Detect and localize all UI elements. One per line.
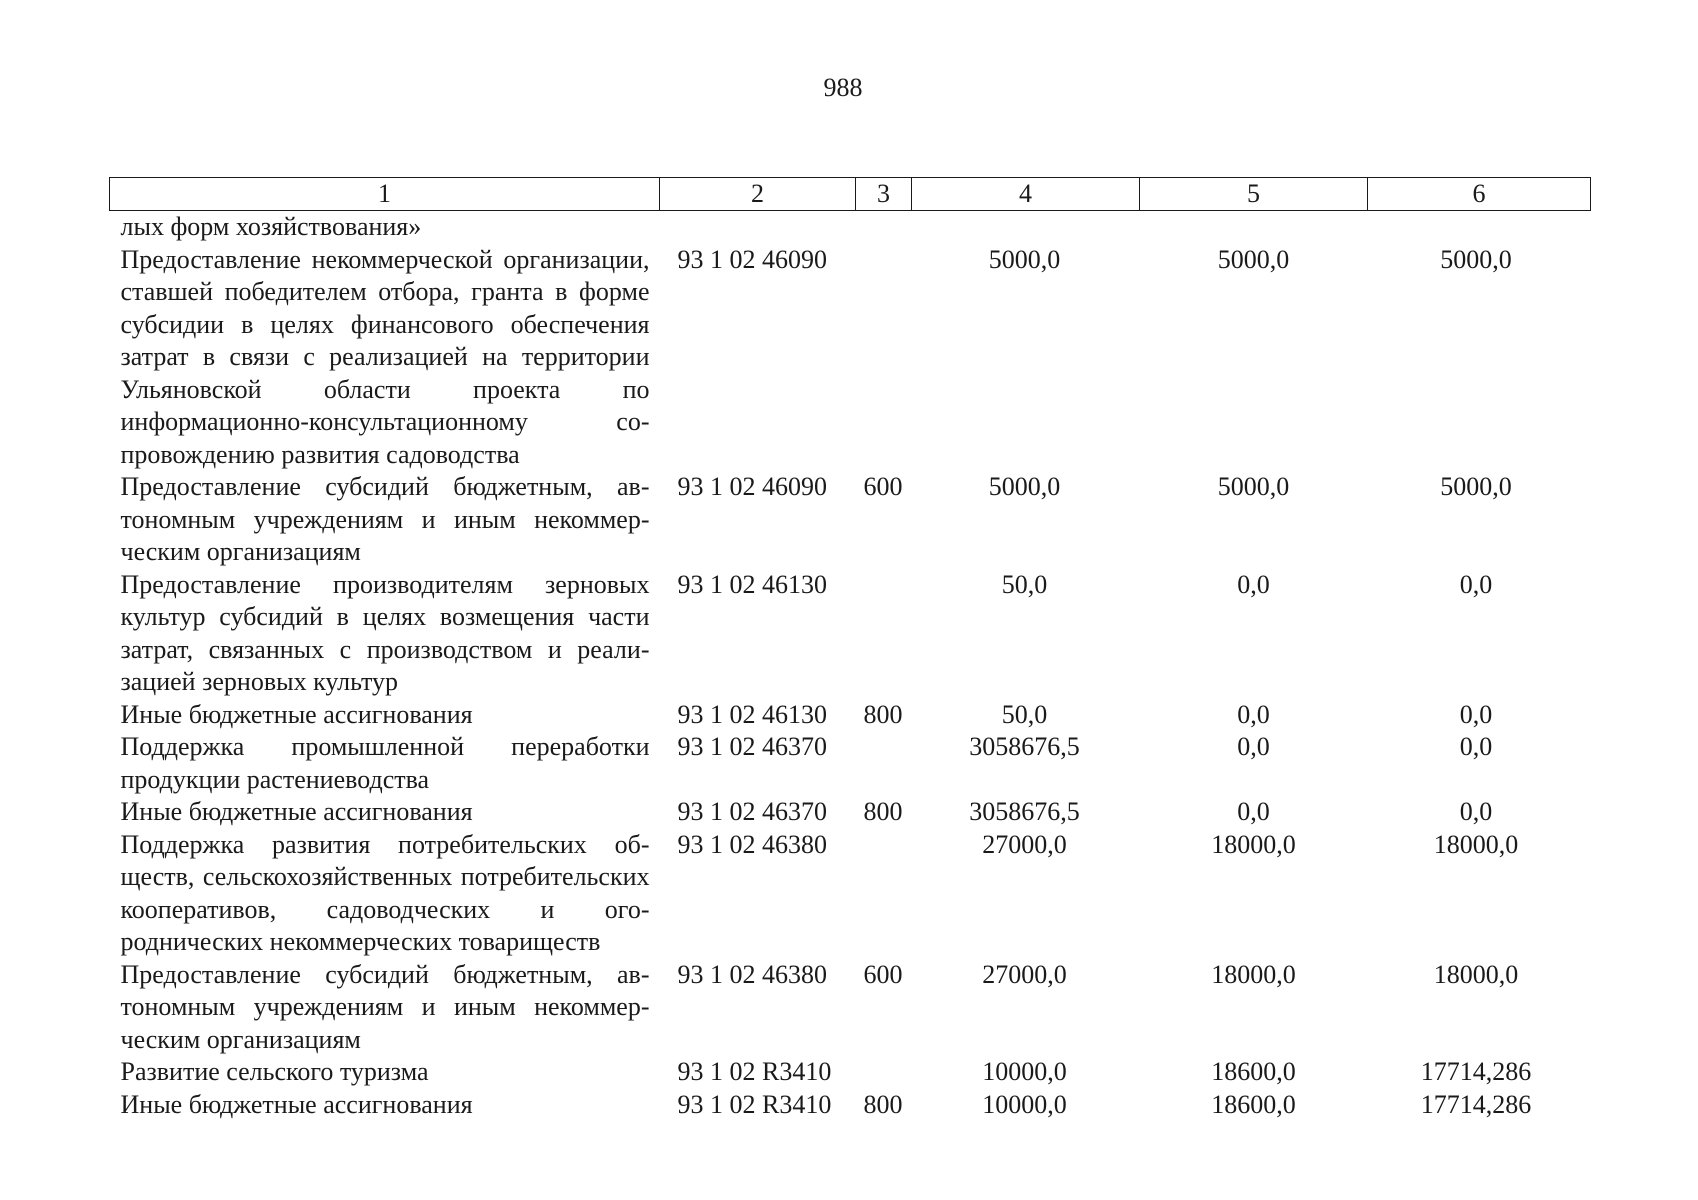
row-target-code: 93 1 02 R3410 — [677, 1057, 832, 1086]
row-value-col4: 3058676,5 — [969, 797, 1080, 826]
row-expense-type — [856, 244, 912, 472]
row-value-col4: 50,0 — [1001, 699, 1048, 729]
row-target-code: 93 1 02 R3410 — [677, 1089, 832, 1119]
row-name: Развитие сельского туризма — [120, 1057, 429, 1086]
row-name: Предоставление некоммерческой организации, ставшей победителем отбора, гранта в форме субсидии в целях финансового обеспечения затрат в связи с реализацией на территории Ульяновской области проекта по информационно-консультационному сопровождению развития садоводства — [120, 244, 650, 469]
column-header-5: 5 — [1140, 178, 1368, 211]
row-target-code — [660, 211, 856, 244]
table-row — [110, 829, 1591, 959]
row-name: Поддержка развития потребительских обществ, сельскохозяйственных потребительских кооперативов, садоводческих и огороднических некоммерческих товариществ — [120, 829, 650, 956]
row-name: Предоставление субсидий бюджетным, автономным учреждениям и иным некоммерческим организациям — [120, 472, 650, 566]
row-expense-type — [856, 731, 912, 796]
table-row — [110, 699, 1591, 732]
row-value-col4: 27000,0 — [982, 829, 1067, 859]
row-value-col4: 27000,0 — [982, 959, 1067, 989]
table-row — [110, 471, 1591, 569]
row-value-col5: 18600,0 — [1211, 1089, 1296, 1119]
table-row — [110, 959, 1591, 1057]
row-value-col6: 18000,0 — [1433, 829, 1519, 859]
row-value-col5: 0,0 — [1237, 732, 1270, 761]
row-target-code: 93 1 02 46090 — [677, 244, 827, 274]
column-header-4: 4 — [912, 178, 1140, 211]
row-value-col5: 0,0 — [1237, 569, 1270, 599]
column-header-2: 2 — [660, 178, 856, 211]
row-value-col6: 18000,0 — [1433, 959, 1519, 989]
row-value-col4 — [912, 211, 1140, 244]
row-value-col4: 5000,0 — [988, 472, 1061, 501]
row-name: лых форм хозяйствования» — [120, 212, 422, 241]
column-header-3: 3 — [856, 178, 912, 211]
budget-table — [109, 177, 1591, 1121]
table-row — [110, 569, 1591, 699]
row-name: Иные бюджетные ассигнования — [120, 1089, 473, 1119]
row-value-col6: 17714,286 — [1420, 1089, 1532, 1119]
row-expense-type: 800 — [863, 1089, 903, 1119]
row-value-col6 — [1368, 211, 1591, 244]
table-row — [110, 1056, 1591, 1089]
column-header-1: 1 — [110, 178, 660, 211]
row-expense-type — [856, 1056, 912, 1089]
row-expense-type: 800 — [863, 699, 903, 729]
column-header-6: 6 — [1368, 178, 1591, 211]
row-value-col5 — [1140, 211, 1368, 244]
row-expense-type: 800 — [863, 797, 903, 826]
row-value-col5: 0,0 — [1237, 699, 1270, 729]
row-name: Иные бюджетные ассигнования — [120, 699, 473, 729]
row-value-col5: 5000,0 — [1217, 472, 1290, 501]
row-value-col5: 5000,0 — [1217, 244, 1290, 274]
row-value-col6: 0,0 — [1459, 732, 1493, 761]
row-value-col6: 0,0 — [1459, 569, 1493, 599]
row-target-code: 93 1 02 46370 — [677, 732, 827, 761]
row-target-code: 93 1 02 46370 — [677, 797, 827, 826]
row-expense-type: 600 — [863, 472, 903, 501]
row-value-col4: 10000,0 — [982, 1057, 1067, 1086]
table-row — [110, 731, 1591, 796]
row-target-code: 93 1 02 46090 — [677, 472, 827, 501]
row-name: Предоставление производителям зерновых культур субсидий в целях возмещения части затрат, связанных с производством и реализацией зерновых культур — [120, 569, 650, 696]
row-value-col6: 17714,286 — [1420, 1057, 1532, 1086]
row-expense-type — [856, 569, 912, 699]
row-target-code: 93 1 02 46380 — [677, 829, 827, 859]
row-value-col6: 0,0 — [1459, 797, 1493, 826]
table-row — [110, 244, 1591, 472]
row-value-col5: 18000,0 — [1211, 959, 1296, 989]
row-target-code: 93 1 02 46380 — [677, 959, 827, 989]
row-value-col5: 18600,0 — [1211, 1057, 1296, 1086]
row-value-col4: 10000,0 — [982, 1089, 1067, 1119]
row-value-col5: 18000,0 — [1211, 829, 1296, 859]
row-value-col6: 5000,0 — [1440, 472, 1512, 501]
row-expense-type — [856, 211, 912, 244]
table-header-row — [110, 178, 1591, 211]
row-value-col5: 0,0 — [1237, 797, 1270, 826]
row-value-col4: 5000,0 — [988, 244, 1061, 274]
row-value-col4: 3058676,5 — [969, 732, 1080, 761]
table-row — [110, 211, 1591, 244]
row-value-col6: 5000,0 — [1440, 244, 1512, 274]
row-value-col6: 0,0 — [1459, 699, 1493, 729]
page-number: 988 — [823, 73, 863, 102]
row-target-code: 93 1 02 46130 — [677, 699, 827, 729]
row-expense-type — [856, 829, 912, 959]
row-target-code: 93 1 02 46130 — [677, 569, 827, 599]
row-name: Предоставление субсидий бюджетным, автономным учреждениям и иным некоммерческим организациям — [120, 959, 650, 1054]
row-name: Иные бюджетные ассигнования — [120, 797, 473, 826]
row-name: Поддержка промышленной переработки продукции растениеводства — [120, 732, 650, 794]
table-row — [110, 796, 1591, 829]
table-row — [110, 1089, 1591, 1122]
row-value-col4: 50,0 — [1001, 569, 1048, 599]
row-expense-type: 600 — [863, 959, 903, 989]
